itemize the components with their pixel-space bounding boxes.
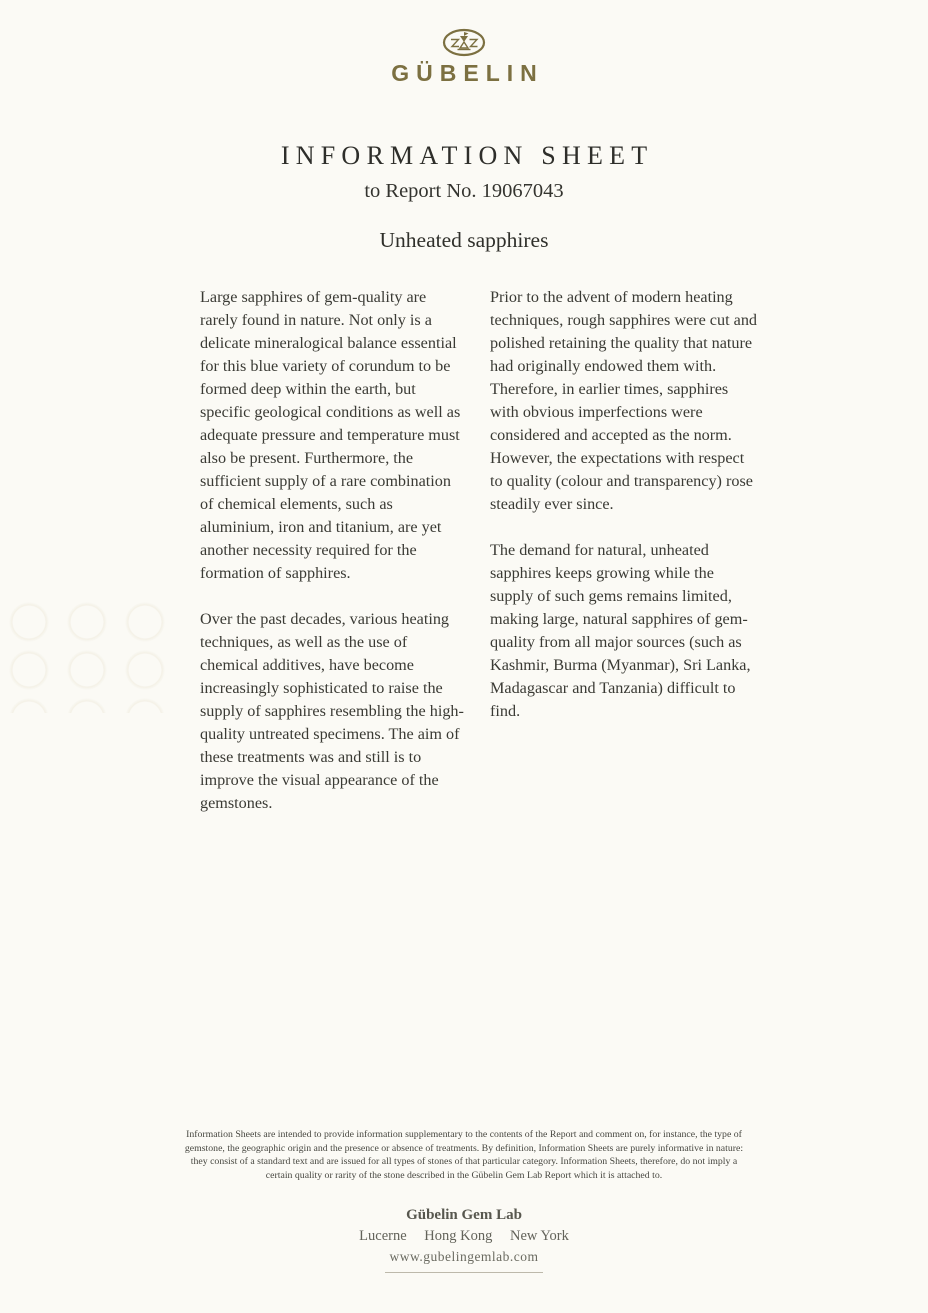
right-column: [490, 286, 758, 838]
lab-locations: [0, 1228, 928, 1245]
location-lucerne: Lucerne: [359, 1228, 407, 1244]
brand-wordmark: GÜBELIN: [391, 60, 544, 86]
paragraph-treatments: Over the past decades, various heating techniques, as well as the use of chemical additives, have become increasingly sophisticated to raise the supply of sapphires resembling the high-quality untreated specimens. The aim of these treatments was and still is to improve the visual appearance of the gemstones.: [200, 610, 464, 812]
paragraph-demand: The demand for natural, unheated sapphires keeps growing while the supply of such gems remains limited, making large, natural sapphires of gem-quality from all major sources (such as Kashmir, Burma (Myanmar), Sri Lanka, Madagascar and Tanzania) difficult to find.: [490, 541, 751, 720]
location-new-york: New York: [510, 1228, 569, 1244]
lab-website: www.gubelingemlab.com: [389, 1249, 539, 1264]
gubelin-emblem-icon: [441, 26, 487, 58]
left-column: [200, 286, 468, 838]
document-title: INFORMATION SHEET: [280, 141, 654, 170]
title-block: [0, 141, 928, 203]
location-hong-kong: Hong Kong: [424, 1228, 493, 1244]
body-columns: [200, 286, 758, 838]
paragraph-history: Prior to the advent of modern heating techniques, rough sapphires were cut and polished retaining the quality that nature had originally endowed them with. Therefore, in earlier times, sapphires with obvious imperfections were considered and accepted as the norm. However, the expectations with respect to quality (colour and transparency) rose steadily ever since.: [490, 288, 758, 513]
footer-divider: [385, 1272, 543, 1273]
brand-header: [0, 26, 928, 87]
paragraph-formation: Large sapphires of gem-quality are rarely found in nature. Not only is a delicate mineralogical balance essential for this blue variety of corundum to be formed deep within the earth, but specific geological conditions as well as adequate pressure and temperature must also be present. Furthermore, the sufficient supply of a rare combination of chemical elements, such as aluminium, iron and titanium, are yet another necessity required for the formation of sapphires.: [200, 288, 461, 582]
lab-name: Gübelin Gem Lab: [406, 1207, 522, 1223]
document-heading: Unheated sapphires: [379, 228, 549, 252]
report-reference: to Report No. 19067043: [364, 180, 564, 202]
lab-footer: [0, 1207, 928, 1273]
disclaimer-text: Information Sheets are intended to provide information supplementary to the contents of the Report and comment on, for instance, the type of gemstone, the geographic origin and the presence or absence of treatments. By definition, Information Sheets are purely informative in nature: they consist of a standard text and are issued for all types of stones of that particular category. Information Sheets, therefore, do not imply a certain quality or rarity of the stone described in the Gübelin Gem Lab Report which it is attached to.: [184, 1129, 744, 1181]
watermark-pattern: [0, 598, 175, 713]
